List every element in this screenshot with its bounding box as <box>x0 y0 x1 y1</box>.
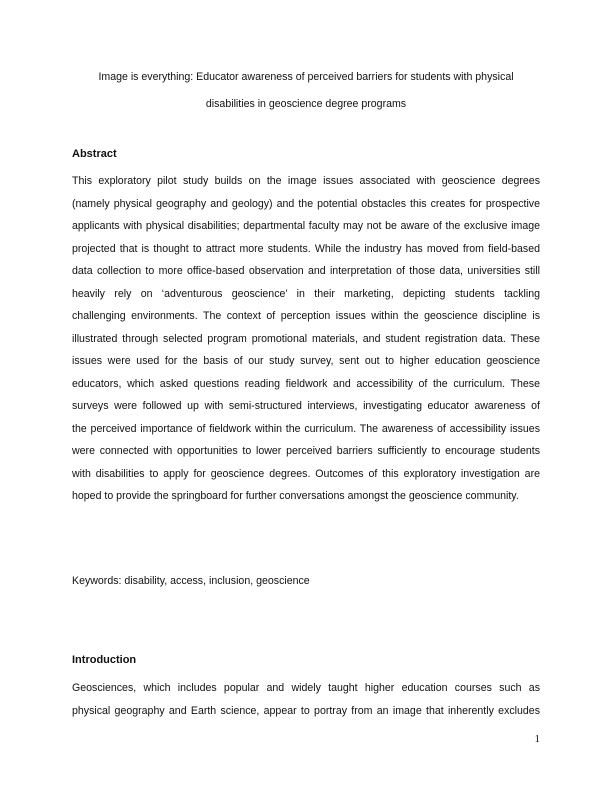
abstract-line: (namely physical geography and geology) and the potential obstacles this creates for prospective <box>72 197 540 210</box>
abstract-line: surveys were followed up with semi-structured interviews, investigating educator awareness of <box>72 400 540 412</box>
abstract-line: projected that is thought to attract more students. While the industry has moved from field-based <box>72 242 540 255</box>
abstract-heading: Abstract <box>72 148 117 160</box>
page-number: 1 <box>534 733 540 745</box>
paper-title <box>72 64 540 118</box>
introduction-heading: Introduction <box>72 654 137 666</box>
abstract-line: were connected with opportunities to lower perceived barriers sufficiently to encourage students <box>72 445 540 457</box>
abstract-line: challenging environments. The context of perception issues within the geoscience discipline is <box>72 310 540 322</box>
introduction-line: Geosciences, which includes popular and widely taught higher education courses such as <box>72 682 540 694</box>
abstract-line: with disabilities to apply for geoscience degrees. Outcomes of this exploratory investigation are <box>72 467 540 480</box>
abstract-line: hoped to provide the springboard for further conversations amongst the geoscience community. <box>72 490 519 502</box>
abstract-line: the perceived importance of fieldwork within the curriculum. The awareness of accessibility issues <box>72 422 540 435</box>
abstract-line: data collection to more office-based observation and interpretation of those data, universities still <box>72 265 540 277</box>
abstract-line: This exploratory pilot study builds on the image issues associated with geoscience degrees <box>72 175 540 187</box>
paper-title-line-1: Image is everything: Educator awareness of perceived barriers for students with physical <box>98 71 514 83</box>
introduction-paragraph <box>72 677 540 722</box>
abstract-line: educators, which asked questions reading fieldwork and accessibility of the curriculum. These <box>72 377 540 390</box>
paper-title-line-2: disabilities in geoscience degree programs <box>205 98 407 110</box>
abstract-line: heavily rely on ‘adventurous geoscience’ in their marketing, depicting students tackling <box>72 287 540 300</box>
abstract-line: applicants with physical disabilities; departmental faculty may not be aware of the exclusive image <box>72 220 540 232</box>
keywords-line: Keywords: disability, access, inclusion, geoscience <box>72 575 310 587</box>
abstract-line: illustrated through selected program promotional materials, and student registration data. These <box>72 332 540 345</box>
abstract-line: issues were used for the basis of our study survey, sent out to higher education geoscience <box>72 355 540 367</box>
introduction-line: physical geography and Earth science, appear to portray from an image that inherently excludes <box>72 704 540 717</box>
abstract-paragraph <box>72 170 540 508</box>
